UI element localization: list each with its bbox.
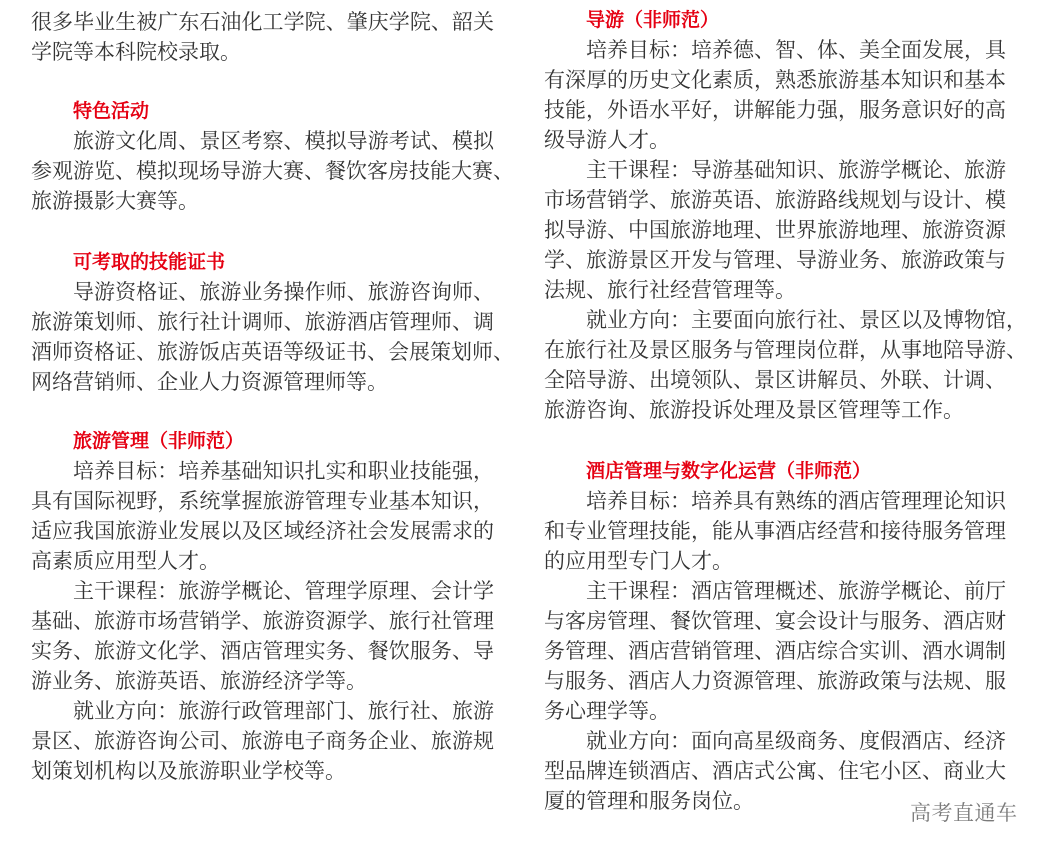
text-line: 高素质应用型人才。 (31, 549, 220, 573)
text-line: 旅游文化周、景区考察、模拟导游考试、模拟 (73, 129, 494, 153)
certificates-paragraph (31, 277, 514, 397)
text-line: 旅游咨询、旅游投诉处理及景区管理等工作。 (544, 398, 964, 422)
text-line: 旅游策划师、旅行社计调师、旅游酒店管理师、调 (31, 310, 494, 334)
goal-paragraph (544, 35, 1006, 155)
text-line: 型品牌连锁酒店、酒店式公寓、住宅小区、商业大 (544, 759, 1006, 783)
text-line: 与服务、酒店人力资源管理、旅游政策与法规、服 (544, 669, 1006, 693)
text-line: 培养目标：培养德、智、体、美全面发展，具 (586, 38, 1006, 62)
text-line: 务管理、酒店营销管理、酒店综合实训、酒水调制 (544, 639, 1006, 663)
text-line: 导游资格证、旅游业务操作师、旅游咨询师、 (73, 280, 494, 304)
text-line: 就业方向：主要面向旅行社、景区以及博物馆， (586, 308, 1027, 332)
text-line: 培养目标：培养基础知识扎实和职业技能强， (73, 459, 494, 483)
text-line: 酒师资格证、旅游饭店英语等级证书、会展策划师、 (31, 340, 514, 364)
text-line: 法规、旅行社经营管理等。 (544, 278, 796, 302)
text-line: 主干课程：导游基础知识、旅游学概论、旅游 (586, 158, 1006, 182)
section-activities (31, 96, 514, 216)
text-line: 游业务、旅游英语、旅游经济学等。 (31, 669, 367, 693)
text-line: 拟导游、中国旅游地理、世界旅游地理、旅游资源 (544, 218, 1006, 242)
text-line: 主干课程：酒店管理概述、旅游学概论、前厅 (586, 579, 1006, 603)
text-line: 与客房管理、餐饮管理、宴会设计与服务、酒店财 (544, 609, 1006, 633)
text-line: 在旅行社及景区服务与管理岗位群，从事地陪导游、 (544, 338, 1027, 362)
text-line: 学院等本科院校录取。 (31, 40, 241, 64)
section-tour-guide (544, 5, 1027, 425)
text-line: 的应用型专门人才。 (544, 549, 733, 573)
section-tourism-management (31, 426, 494, 786)
section-hotel-management (544, 456, 1006, 816)
text-line: 网络营销师、企业人力资源管理师等。 (31, 370, 388, 394)
section-heading: 酒店管理与数字化运营（非师范） (586, 460, 872, 482)
section-certificates (31, 247, 514, 397)
courses-paragraph (544, 155, 1006, 305)
career-paragraph (544, 305, 1027, 425)
text-line: 景区、旅游咨询公司、旅游电子商务企业、旅游规 (31, 729, 494, 753)
activities-paragraph (31, 126, 514, 216)
text-line: 务心理学等。 (544, 699, 670, 723)
text-line: 市场营销学、旅游英语、旅游路线规划与设计、模 (544, 188, 1006, 212)
section-heading: 导游（非师范） (586, 9, 720, 31)
text-line: 参观游览、模拟现场导游大赛、餐饮客房技能大赛、 (31, 159, 514, 183)
goal-paragraph (31, 456, 494, 576)
text-line: 划策划机构以及旅游职业学校等。 (31, 759, 346, 783)
text-line: 基础、旅游市场营销学、旅游资源学、旅行社管理 (31, 609, 494, 633)
text-line: 就业方向：面向高星级商务、度假酒店、经济 (586, 729, 1006, 753)
text-line: 学、旅游景区开发与管理、导游业务、旅游政策与 (544, 248, 1006, 272)
text-line: 具有国际视野，系统掌握旅游管理专业基本知识， (31, 489, 494, 513)
text-line: 就业方向：旅游行政管理部门、旅行社、旅游 (73, 699, 494, 723)
text-line: 很多毕业生被广东石油化工学院、肇庆学院、韶关 (31, 10, 494, 34)
courses-paragraph (544, 576, 1006, 726)
career-paragraph (31, 696, 494, 786)
text-line: 实务、旅游文化学、酒店管理实务、餐饮服务、导 (31, 639, 494, 663)
intro-paragraph (31, 7, 494, 67)
text-line: 技能，外语水平好，讲解能力强，服务意识好的高 (544, 98, 1006, 122)
text-line: 全陪导游、出境领队、景区讲解员、外联、计调、 (544, 368, 1006, 392)
text-line: 培养目标：培养具有熟练的酒店管理理论知识 (586, 489, 1006, 513)
text-line: 适应我国旅游业发展以及区域经济社会发展需求的 (31, 519, 494, 543)
text-line: 有深厚的历史文化素质，熟悉旅游基本知识和基本 (544, 68, 1006, 92)
courses-paragraph (31, 576, 494, 696)
text-line: 主干课程：旅游学概论、管理学原理、会计学 (73, 579, 494, 603)
section-heading: 可考取的技能证书 (73, 251, 226, 273)
text-line: 级导游人才。 (544, 128, 670, 152)
goal-paragraph (544, 486, 1006, 576)
section-heading: 特色活动 (73, 100, 150, 122)
watermark: 高考直通车 (910, 801, 1018, 825)
text-line: 和专业管理技能，能从事酒店经营和接待服务管理 (544, 519, 1006, 543)
section-heading: 旅游管理（非师范） (73, 430, 245, 452)
text-line: 旅游摄影大赛等。 (31, 189, 199, 213)
text-line: 厦的管理和服务岗位。 (544, 789, 754, 813)
